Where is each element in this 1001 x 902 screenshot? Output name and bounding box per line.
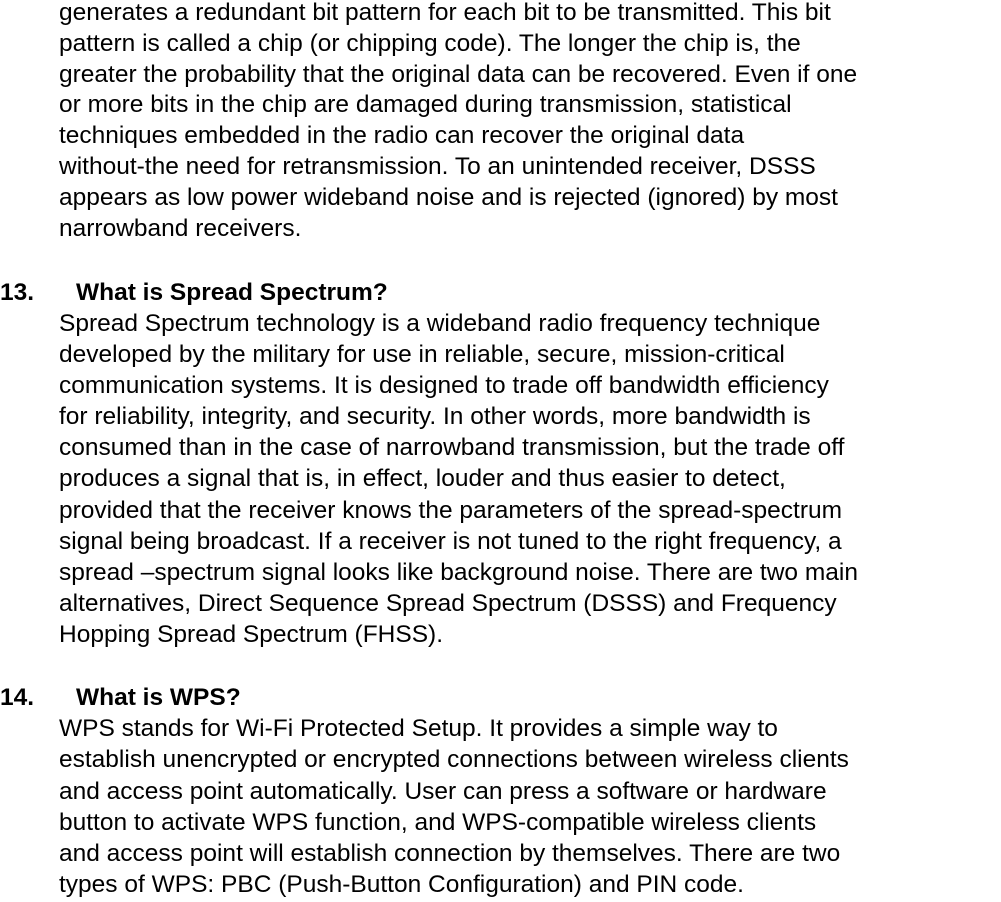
question-13-title: What is Spread Spectrum? [76,279,388,306]
intro-line: without-the need for retransmission. To an unintended receiver, DSSS [59,153,816,180]
answer-13-line: produces a signal that is, in effect, louder and thus easier to detect, [59,465,786,492]
answer-14-line: button to activate WPS function, and WPS-compatible wireless clients [59,809,817,836]
intro-line: narrowband receivers. [59,215,302,242]
answer-13-line: Hopping Spread Spectrum (FHSS). [59,621,443,648]
answer-13-line: signal being broadcast. If a receiver is not tuned to the right frequency, a [59,528,842,555]
question-14-heading [0,682,241,713]
question-14-number: 14. [0,684,35,711]
question-14-title: What is WPS? [76,684,241,711]
answer-13-line: for reliability, integrity, and security. In other words, more bandwidth is [59,403,811,430]
answer-13-line: communication systems. It is designed to trade off bandwidth efficiency [59,372,829,399]
intro-line: pattern is called a chip (or chipping code). The longer the chip is, the [59,30,801,57]
question-13-heading [0,277,388,308]
answer-14-line: and access point will establish connection by themselves. There are two [59,840,841,867]
answer-14-line: types of WPS: PBC (Push-Button Configuration) and PIN code. [59,871,744,898]
answer-13-line: alternatives, Direct Sequence Spread Spectrum (DSSS) and Frequency [59,590,837,617]
intro-line: greater the probability that the original data can be recovered. Even if one [59,61,858,88]
answer-13-line: provided that the receiver knows the parameters of the spread-spectrum [59,497,843,524]
question-13-number: 13. [0,279,35,306]
intro-line: generates a redundant bit pattern for each bit to be transmitted. This bit [59,0,831,26]
intro-line: appears as low power wideband noise and is rejected (ignored) by most [59,184,838,211]
answer-13-line: consumed than in the case of narrowband transmission, but the trade off [59,434,845,461]
answer-14-line: WPS stands for Wi-Fi Protected Setup. It provides a simple way to [59,715,778,742]
answer-14-line: establish unencrypted or encrypted connections between wireless clients [59,746,849,773]
answer-13-line: spread –spectrum signal looks like background noise. There are two main [59,559,858,586]
answer-13-line: Spread Spectrum technology is a wideband radio frequency technique [59,310,821,337]
intro-line: or more bits in the chip are damaged during transmission, statistical [59,91,792,118]
intro-line: techniques embedded in the radio can recover the original data [59,122,745,149]
answer-13-line: developed by the military for use in reliable, secure, mission-critical [59,341,785,368]
answer-14-line: and access point automatically. User can press a software or hardware [59,778,827,805]
